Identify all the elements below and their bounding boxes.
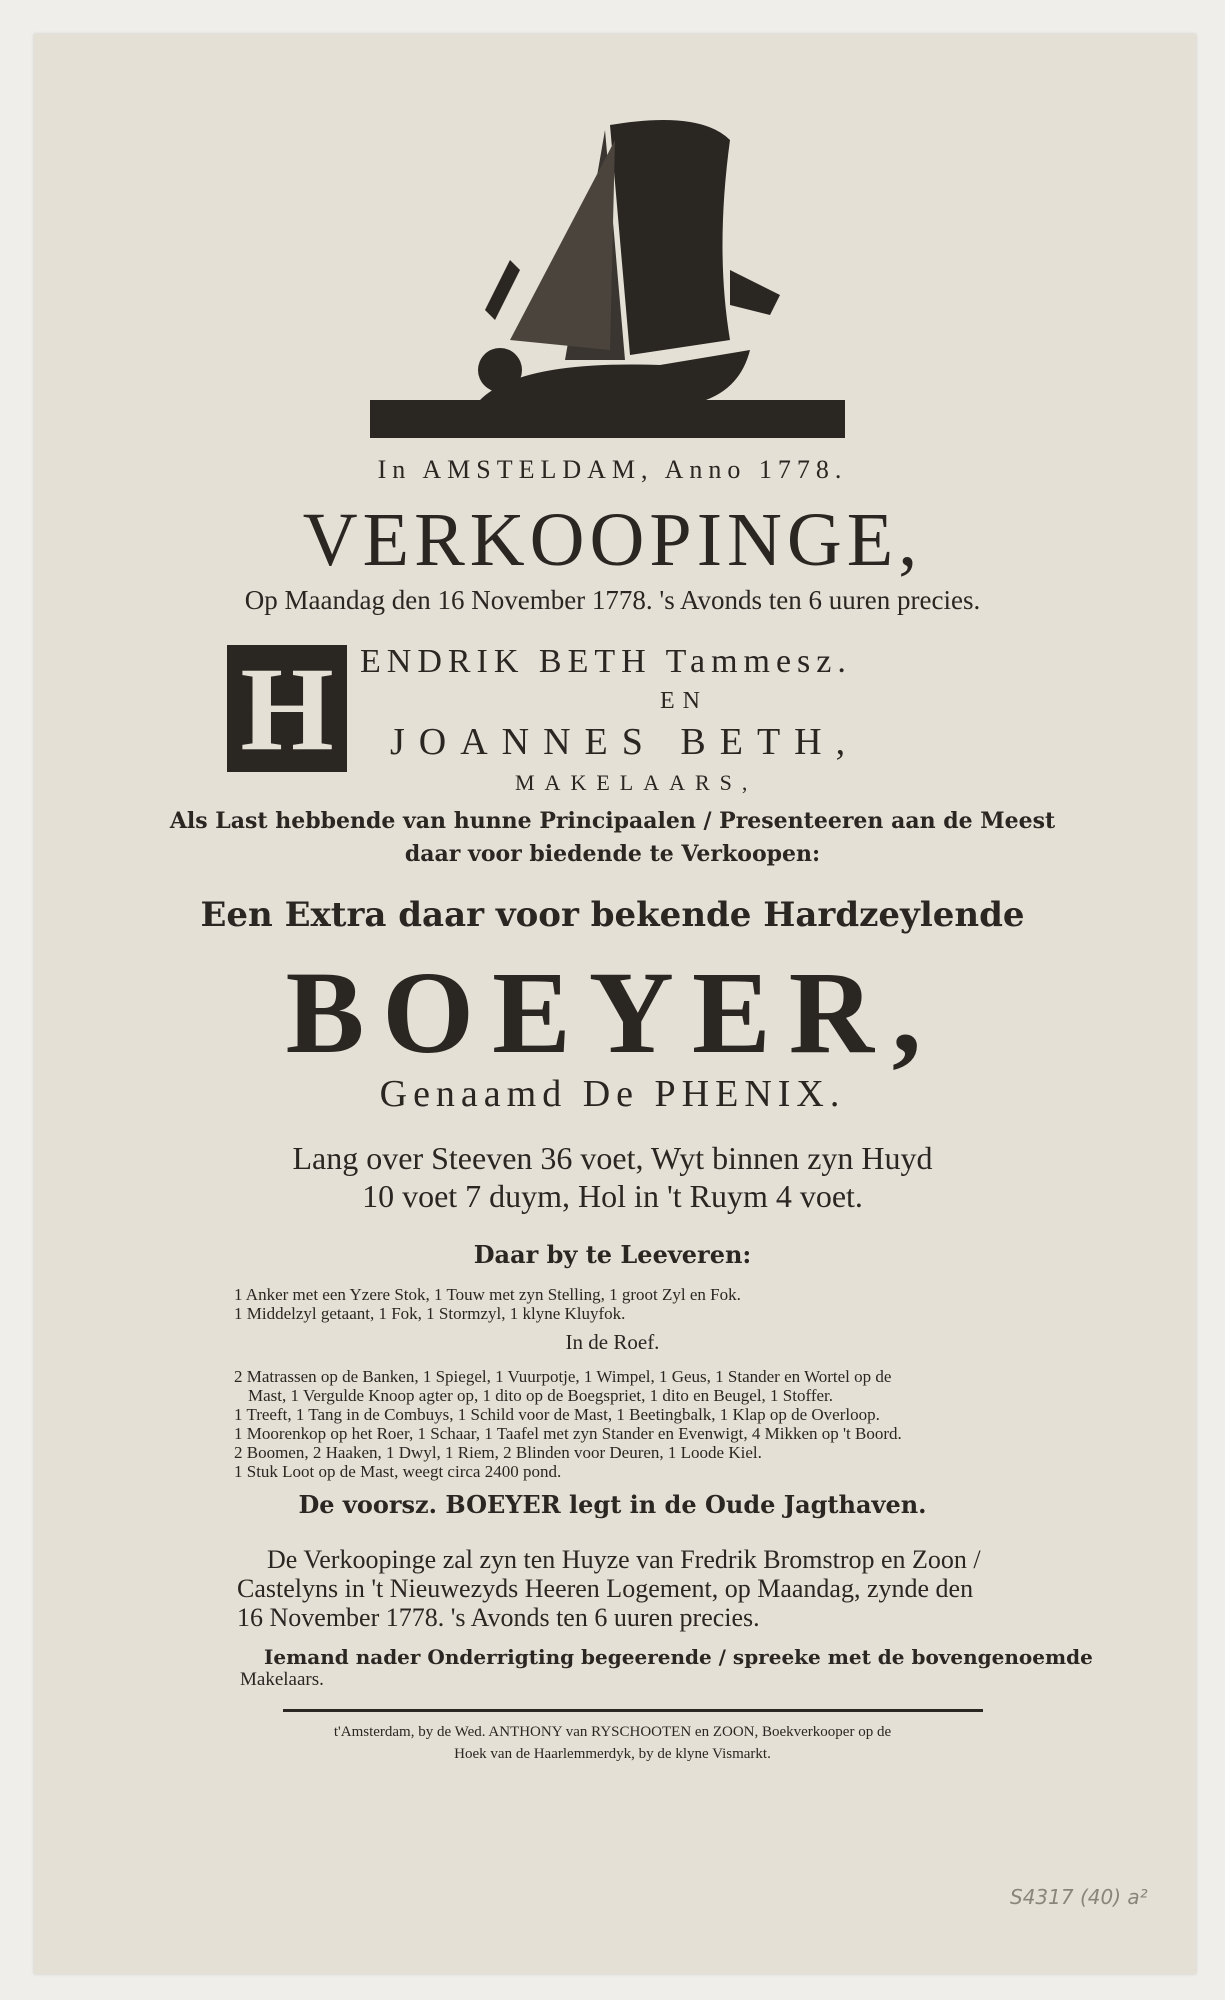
- intro-line-2: daar voor biedende te Verkoopen:: [404, 841, 821, 867]
- list-item: 2 Boomen, 2 Haaken, 1 Dwyl, 1 Riem, 2 Blinden voor Deuren, 1 Loode Kiel.: [234, 1443, 762, 1462]
- imprint-1: t'Amsterdam, by de Wed. ANTHONY van RYSCHOOTEN en ZOON, Boekverkooper op de: [333, 1724, 892, 1740]
- pencil-annotation: S4317 (40) a²: [1010, 1885, 1148, 1909]
- deck-list: [234, 1285, 1014, 1323]
- list-item: 2 Matrassen op de Banken, 1 Spiegel, 1 Vuurpotje, 1 Wimpel, 1 Geus, 1 Stander en Wortel op de: [234, 1367, 892, 1386]
- makelaars-label: MAKELAARS,: [515, 770, 758, 795]
- vessel-name: Genaamd De PHENIX.: [379, 1073, 846, 1115]
- place-line: In AMSTELDAM, Anno 1778.: [377, 455, 848, 484]
- broker-1: ENDRIK BETH Tammesz.: [360, 643, 852, 680]
- location-line: De voorsz. BOEYER legt in de Oude Jagthaven.: [298, 1490, 927, 1519]
- date-line: Op Maandag den 16 November 1778. 's Avonds ten 6 uuren precies.: [244, 585, 981, 615]
- decorated-initial: H: [227, 645, 347, 772]
- list-item: 1 Stuk Loot op de Mast, weegt circa 2400 pond.: [234, 1462, 562, 1481]
- sale-place-line: Castelyns in 't Nieuwezyds Heeren Logement, op Maandag, zynde den: [237, 1574, 974, 1603]
- list-item: 1 Treeft, 1 Tang in de Combuys, 1 Schild voor de Mast, 1 Beetingbalk, 1 Klap op de Overloop.: [234, 1405, 880, 1424]
- broker-2: JOANNES BETH,: [390, 721, 860, 763]
- poster-title: VERKOOPINGE,: [302, 498, 923, 582]
- vessel-type: BOEYER,: [285, 947, 940, 1078]
- list-item: 1 Anker met een Yzere Stok, 1 Touw met zyn Stelling, 1 groot Zyl en Fok.: [234, 1285, 741, 1304]
- roef-list: [234, 1367, 1014, 1481]
- imprint-2: Hoek van de Haarlemmerdyk, by de klyne Vismarkt.: [454, 1746, 771, 1762]
- dimensions-2: 10 voet 7 duym, Hol in 't Ruym 4 voet.: [362, 1178, 863, 1214]
- sale-place-line: De Verkoopinge zal zyn ten Huyze van Fredrik Bromstrop en Zoon /: [267, 1545, 981, 1574]
- list-item: Mast, 1 Vergulde Knoop agter op, 1 dito op de Boegspriet, 1 dito en Beugel, 1 Stoffer.: [248, 1386, 834, 1405]
- contact-line: Iemand nader Onderrigting begeerende / spreeke met de bovengenoemde: [264, 1645, 1093, 1669]
- dimensions-1: Lang over Steeven 36 voet, Wyt binnen zyn Huyd: [292, 1140, 933, 1176]
- sale-place: [237, 1545, 1017, 1632]
- vessel-subtitle: Een Extra daar voor bekende Hardzeylende: [200, 895, 1025, 935]
- intro-line-1: Als Last hebbende van hunne Principaalen / Presenteeren aan de Meest: [169, 808, 1056, 834]
- contact-line: Makelaars.: [240, 1669, 324, 1690]
- inventory-heading: Daar by te Leeveren:: [473, 1240, 752, 1269]
- divider-rule: [283, 1709, 983, 1712]
- list-item: 1 Moorenkop op het Roer, 1 Schaar, 1 Taafel met zyn Stander en Evenwigt, 4 Mikken op 't Boord.: [234, 1424, 902, 1443]
- contact: [240, 1645, 1093, 1691]
- sale-place-line: 16 November 1778. 's Avonds ten 6 uuren precies.: [237, 1603, 760, 1632]
- broker-and: EN: [660, 688, 708, 714]
- ship-woodcut: [370, 110, 845, 440]
- list-item: 1 Middelzyl getaant, 1 Fok, 1 Stormzyl, 1 klyne Kluyfok.: [234, 1304, 626, 1323]
- roef-heading: In de Roef.: [565, 1330, 660, 1354]
